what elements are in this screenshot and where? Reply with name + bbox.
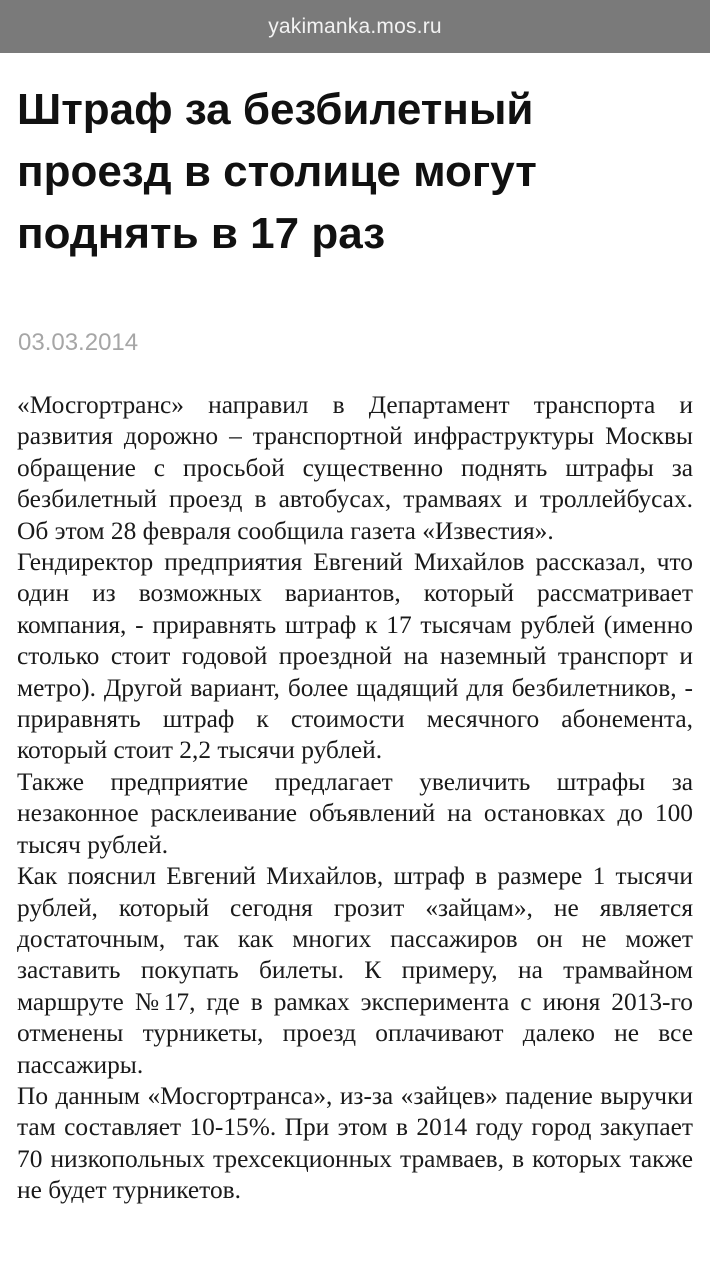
- article-body: [17, 390, 693, 1207]
- article: [17, 53, 693, 1207]
- article-title: Штраф за безбилетный проезд в столице могут поднять в 17 раз: [17, 85, 537, 258]
- article-paragraph: Гендиректор предприятия Евгений Михайлов рассказал, что один из возможных вариантов, который рассматривает компания, - приравнять штраф к 17 тысячам рублей (именно столько стоит годовой проездной на наземный транспорт и метро). Другой вариант, более щадящий для безбилетников, - приравнять штраф к стоимости месячного абонемента, который стоит 2,2 тысячи рублей.: [17, 548, 693, 765]
- article-paragraph: Также предприятие предлагает увеличить штрафы за незаконное расклеивание объявлений на остановках до 100 тысяч рублей.: [17, 767, 693, 859]
- url-text[interactable]: yakimanka.mos.ru: [268, 14, 442, 38]
- article-paragraph: «Мосгортранс» направил в Департамент транспорта и развития дорожно – транспортной инфраструктуры Москвы обращение с просьбой существенно поднять штрафы за безбилетный проезд в автобусах, трамваях и троллейбусах. Об этом 28 февраля сообщила газета «Известия».: [17, 391, 693, 545]
- article-paragraph: По данным «Мосгортранса», из-за «зайцев» падение выручки там составляет 10-15%. При этом в 2014 году город закупает 70 низкопольных трехсекционных трамваев, в которых также не будет турникетов.: [17, 1081, 693, 1205]
- article-date: 03.03.2014: [18, 329, 139, 356]
- article-paragraph: Как пояснил Евгений Михайлов, штраф в размере 1 тысячи рублей, который сегодня грозит «зайцам», не является достаточным, так как многих пассажиров он не может заставить покупать билеты. К примеру, на трамвайном маршруте №17, где в рамках эксперимента с июня 2013-го отменены турникеты, проезд оплачивают далеко не все пассажиры.: [17, 862, 693, 1079]
- browser-address-bar[interactable]: [0, 0, 710, 53]
